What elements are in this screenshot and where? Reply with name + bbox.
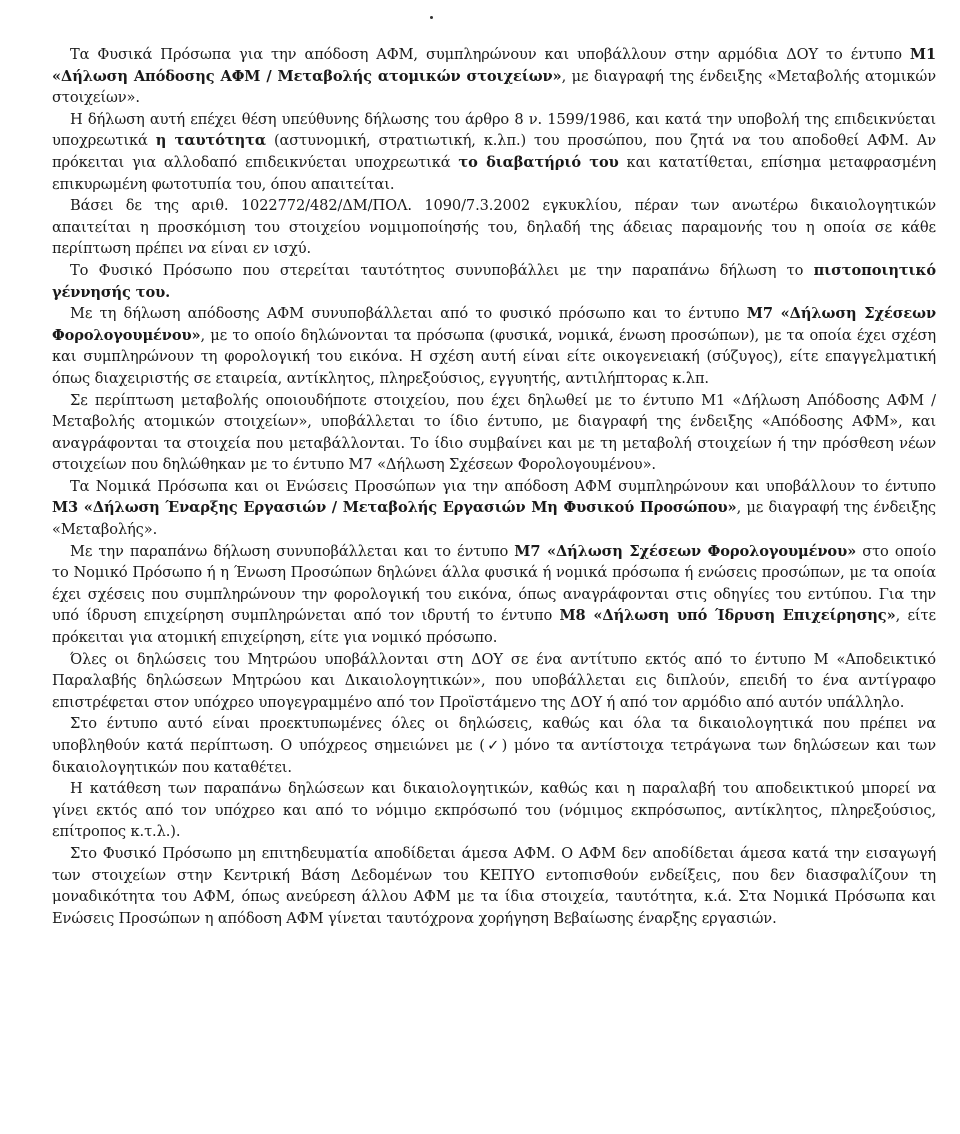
paragraph-text: Όλες οι δηλώσεις του Μητρώου υποβάλλονται στη ΔΟΥ σε ένα αντίτυπο εκτός από το έντυπο Μ «Αποδεικτικό Παραλαβής δηλώσεων Μητρώου και Δικαιολογητικών», που υποβάλλεται εις διπλούν, επειδή το ένα αντίγραφο επιστρέφεται στον υπόχρεο υπογεγραμμένο από τον Προϊστάμενο της ΔΟΥ ή από τον αρμόδιο από αυτόν υπάλληλο. — [52, 650, 936, 711]
paragraph-1 — [52, 44, 936, 109]
paragraph-text: , με διαγραφή της ένδειξης «Μεταβολής ατομικών στοιχείων». — [52, 67, 936, 107]
paragraph-text: Η δήλωση αυτή επέχει θέση υπεύθυνης δήλωσης του άρθρο 8 ν. 1599/1986, και κατά την υποβολή της επιδεικνύεται υποχρεωτικά — [52, 110, 936, 150]
bold-phrase: το διαβατήριό του — [458, 153, 619, 171]
bold-phrase: η ταυτότητα — [155, 132, 266, 150]
bold-form-name: Μ7 «Δήλωση Σχέσεων Φορολογουμένου» — [514, 542, 857, 560]
paragraph-11 — [52, 778, 936, 843]
paragraph-text: , είτε πρόκειται για ατομική επιχείρηση, είτε για νομικό πρόσωπο. — [52, 607, 936, 647]
paragraph-text: Το Φυσικό Πρόσωπο που στερείται ταυτότητος συνυποβάλλει με την παραπάνω δήλωση το — [70, 261, 814, 279]
paragraph-text: Στο έντυπο αυτό είναι προεκτυπωμένες όλες οι δηλώσεις, καθώς και όλα τα δικαιολογητικά που πρέπει να υποβληθούν κατά περίπτωση. Ο υπόχρεος σημειώνει με (✓) μόνο τα αντίστοιχα τετράγωνα των δηλώσεων και των δικαιολογητικών που καταθέτει. — [52, 715, 936, 776]
paragraph-text: (αστυνομική, στρατιωτική, κ.λπ.) του προσώπου, που ζητά να του αποδοθεί ΑΦΜ. Αν πρόκειται για αλλοδαπό επιδεικνύεται υποχρεωτικά — [52, 132, 936, 171]
paragraph-4 — [52, 260, 936, 303]
paragraph-2 — [52, 109, 936, 195]
paragraph-3 — [52, 195, 936, 260]
paragraph-text: Η κατάθεση των παραπάνω δηλώσεων και δικαιολογητικών, καθώς και η παραλαβή του αποδεικτικού μπορεί να γίνει εκτός από τον υπόχρεο και από το νόμιμο εκπρόσωπό του (νόμιμος εκπρόσωπος, αντίκλητος, πληρεξούσιος, επίτροπος κ.τ.λ.). — [52, 780, 936, 841]
bold-form-name: Μ1 «Δήλωση Απόδοσης ΑΦΜ / Μεταβολής ατομικών στοιχείων» — [52, 46, 936, 85]
paragraph-9 — [52, 649, 936, 714]
scan-speck — [430, 16, 433, 19]
bold-form-name: Μ3 «Δήλωση Έναρξης Εργασιών / Μεταβολής Εργασιών Μη Φυσικού Προσώπου» — [52, 499, 737, 517]
paragraph-text: Με τη δήλωση απόδοσης ΑΦΜ συνυποβάλλεται από το φυσικό πρόσωπο και το έντυπο — [70, 305, 747, 323]
paragraph-text: Σε περίπτωση μεταβολής οποιουδήποτε στοιχείου, που έχει δηλωθεί με το έντυπο Μ1 «Δήλωση Απόδοσης ΑΦΜ / Μεταβολής ατομικών στοιχείων», υποβάλλεται το ίδιο έντυπο, με διαγραφή της ένδειξης «Απόδοσης ΑΦΜ», και αναγράφονται τα στοιχεία που μεταβάλλονται. Το ίδιο συμβαίνει και με τη μεταβολή στοιχείων ή την πρόσθεση νέων στοιχείων που δηλώθηκαν με το έντυπο Μ7 «Δήλωση Σχέσεων Φορολογουμένου». — [52, 391, 936, 474]
paragraph-text: και κατατίθεται, επίσημα μεταφρασμένη επικυρωμένη φωτοτυπία του, όπου απαιτείται. — [52, 153, 937, 193]
bold-form-name: Μ8 «Δήλωση υπό Ίδρυση Επιχείρησης» — [559, 607, 896, 625]
paragraph-text: Με την παραπάνω δήλωση συνυποβάλλεται και το έντυπο — [70, 542, 515, 560]
paragraph-10 — [52, 713, 936, 778]
paragraph-5 — [52, 303, 936, 389]
paragraph-text: στο οποίο το Νομικό Πρόσωπο ή η Ένωση Προσώπων δηλώνει άλλα φυσικά ή νομικά πρόσωπα ή ενώσεις προσώπων, με τα οποία έχει σχέσεις που συμπληρώνουν την φορολογική του εικόνα, όπως αναγράφονται στις οδηγίες του εντύπου. Για την υπό ίδρυση επιχείρηση συμπληρώνεται από τον ιδρυτή το έντυπο — [52, 542, 937, 625]
paragraph-8 — [52, 541, 936, 649]
bold-phrase: πιστοποιητικό γέννησής του. — [52, 261, 936, 301]
paragraph-text: , με διαγραφή της ένδειξης «Μεταβολής». — [52, 499, 936, 539]
paragraph-text: Βάσει δε της αριθ. 1022772/482/ΔΜ/ΠΟΛ. 1090/7.3.2002 εγκυκλίου, πέραν των ανωτέρω δικαιολογητικών απαιτείται η προσκόμιση του στοιχείου νομιμοποίησής του, δηλαδή της άδειας παραμονής του η οποία σε κάθε περίπτωση πρέπει να είναι εν ισχύ. — [52, 197, 936, 258]
paragraph-text: , με το οποίο δηλώνονται τα πρόσωπα (φυσικά, νομικά, ένωση προσώπων), με τα οποία έχει σχέση και συμπληρώνουν τη φορολογική του εικόνα. Η σχέση αυτή είναι είτε οικογενειακή (σύζυγος), είτε επαγγελματική όπως διαχειριστής σε εταιρεία, αντίκλητος, πληρεξούσιος, εγγυητής, αντιλήπτορας κ.λπ. — [52, 326, 936, 387]
bold-form-name: Μ7 «Δήλωση Σχέσεων Φορολογουμένου» — [52, 305, 936, 344]
paragraph-6 — [52, 390, 936, 476]
paragraph-text: Στο Φυσικό Πρόσωπο μη επιτηδευματία αποδίδεται άμεσα ΑΦΜ. Ο ΑΦΜ δεν αποδίδεται άμεσα κατά την εισαγωγή των στοιχείων στην Κεντρική Βάση Δεδομένων του ΚΕΠΥΟ εντοπισθούν ενδείξεις, που δεν διασφαλίζουν τη μοναδικότητα του ΑΦΜ, όπως ανεύρεση άλλου ΑΦΜ με τα ίδια στοιχεία, ταυτότητα, κ.ά. Στα Νομικά Πρόσωπα και Ενώσεις Προσώπων η απόδοση ΑΦΜ γίνεται ταυτόχρονα χορήγηση Βεβαίωσης έναρξης εργασιών. — [52, 844, 936, 927]
paragraph-7 — [52, 476, 936, 541]
paragraph-12 — [52, 843, 936, 929]
paragraph-text: Τα Νομικά Πρόσωπα και οι Ενώσεις Προσώπων για την απόδοση ΑΦΜ συμπληρώνουν και υποβάλλουν το έντυπο — [70, 477, 936, 495]
paragraph-text: Τα Φυσικά Πρόσωπα για την απόδοση ΑΦΜ, συμπληρώνουν και υποβάλλουν στην αρμόδια ΔΟΥ το έντυπο — [70, 46, 910, 63]
